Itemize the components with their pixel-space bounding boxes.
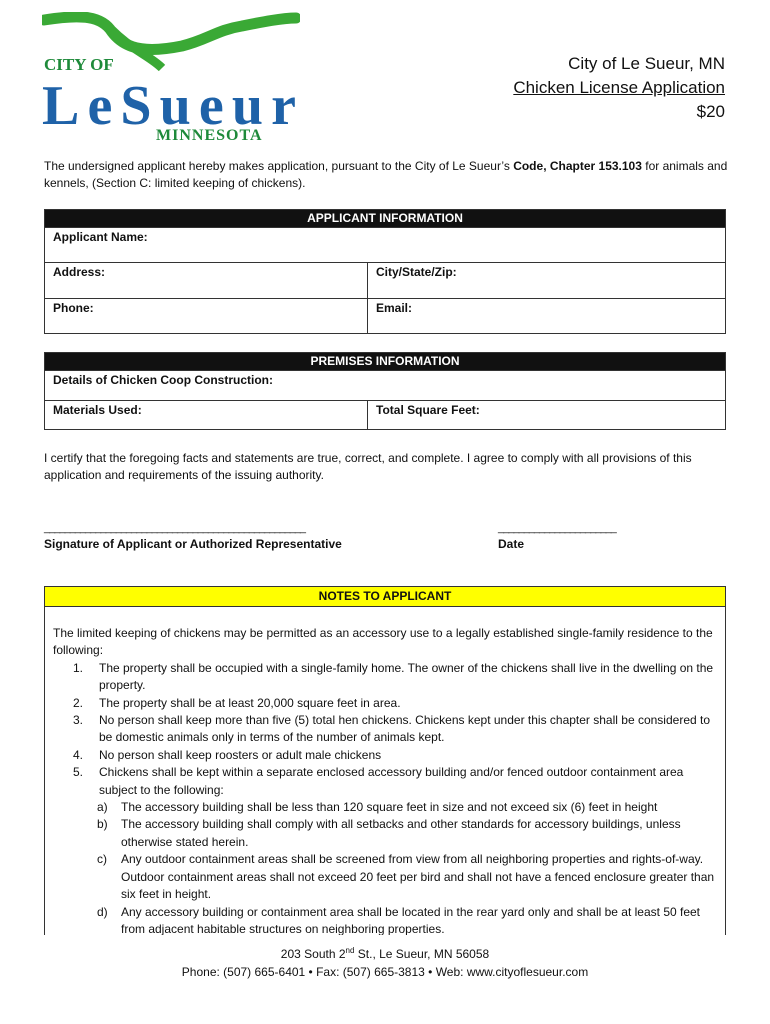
list-text: The property shall be at least 20,000 square feet in area.	[99, 695, 401, 710]
certification-text: I certify that the foregoing facts and statements are true, correct, and complete. I agree to comply with all provisions of this application and requirements of the issuing authority.	[44, 451, 692, 482]
list-item	[53, 747, 717, 764]
list-text: Chickens shall be kept within a separate enclosed accessory building and/or fenced outdoor containment area subject to the following:	[99, 765, 684, 797]
footer-address: 203 South 2nd St., Le Sueur, MN 56058	[280, 946, 490, 961]
sub-list-item	[53, 904, 717, 936]
signature-label: Signature of Applicant or Authorized Representative	[44, 537, 342, 551]
materials-field[interactable]: Materials Used:	[45, 401, 368, 430]
footer-contact: Phone: (507) 665-6401 • Fax: (507) 665-3813 • Web: www.cityoflesueur.com	[181, 965, 589, 979]
list-number: 1.	[73, 660, 84, 675]
intro-paragraph	[44, 158, 734, 192]
square-feet-field[interactable]: Total Square Feet:	[368, 401, 726, 430]
svg-text:CITY OF: CITY OF	[44, 55, 114, 74]
sub-list-item	[53, 816, 717, 851]
list-number: 2.	[73, 695, 84, 710]
list-text: Any accessory building or containment area shall be located in the rear yard only and shall be at least 50 feet from adjacent habitable structures on neighboring properties.	[121, 904, 701, 935]
sub-list-item	[53, 851, 717, 903]
fee: $20	[696, 102, 725, 121]
city-title: City of Le Sueur, MN	[568, 54, 725, 73]
signature-line[interactable]: ___________________________________________________	[44, 522, 306, 534]
list-text: Any outdoor containment areas shall be screened from view from all neighboring properties and rights-of-way. Outdoor containment areas shall not exceed 20 feet per bird and shall not have a fenced enclosure greater than six feet in height.	[121, 852, 715, 902]
notes-box	[44, 586, 726, 935]
applicant-info-table	[44, 209, 726, 334]
footer	[0, 942, 770, 981]
application-title: Chicken License Application	[513, 78, 725, 97]
list-number: a)	[97, 800, 108, 815]
date-label: Date	[498, 537, 525, 551]
section-header: PREMISES INFORMATION	[45, 353, 726, 371]
svg-text:LeSueur: LeSueur	[42, 75, 296, 137]
list-item	[53, 695, 717, 712]
list-text: The property shall be occupied with a single-family home. The owner of the chickens shall live in the dwelling on the property.	[99, 660, 714, 693]
list-text: No person shall keep more than five (5) total hen chickens. Chickens kept under this chapter shall be considered to be domestic animals only in terms of the number of animals kept.	[99, 713, 711, 745]
notes-intro: The limited keeping of chickens may be permitted as an accessory use to a legally established single-family residence to the following:	[53, 626, 713, 658]
premises-info-table	[44, 352, 726, 430]
document-header	[513, 52, 725, 124]
city-logo	[42, 12, 300, 142]
list-item	[53, 712, 717, 747]
section-header: APPLICANT INFORMATION	[45, 210, 726, 228]
applicant-name-field[interactable]: Applicant Name:	[45, 228, 726, 263]
list-number: b)	[97, 817, 108, 832]
city-state-zip-field[interactable]: City/State/Zip:	[368, 263, 726, 299]
list-number: 5.	[73, 765, 84, 780]
svg-text:MINNESOTA: MINNESOTA	[156, 127, 263, 142]
list-number: 3.	[73, 713, 84, 728]
sub-list-item	[53, 799, 717, 816]
code-reference: Code, Chapter 153.103	[513, 159, 642, 173]
intro-text: The undersigned applicant hereby makes application, pursuant to the City of Le Sueur’s	[44, 159, 514, 173]
list-text: The accessory building shall comply with all setbacks and other standards for accessory buildings, unless otherwise stated herein.	[121, 817, 681, 849]
email-field[interactable]: Email:	[368, 299, 726, 334]
list-text: The accessory building shall be less than 120 square feet in size and not exceed six (6) feet in height	[121, 800, 658, 815]
intro-text-end: for animals and kennels, (Section C: limited keeping of chickens).	[44, 159, 728, 190]
list-number: c)	[97, 852, 107, 867]
list-number: d)	[97, 904, 108, 919]
list-item	[53, 764, 717, 799]
list-text: No person shall keep roosters or adult male chickens	[99, 747, 382, 762]
phone-field[interactable]: Phone:	[45, 299, 368, 334]
notes-header: NOTES TO APPLICANT	[45, 587, 725, 607]
address-field[interactable]: Address:	[45, 263, 368, 299]
coop-details-field[interactable]: Details of Chicken Coop Construction:	[45, 371, 726, 401]
list-number: 4.	[73, 747, 84, 762]
list-item	[53, 660, 717, 695]
date-line[interactable]: _______________________	[498, 522, 616, 534]
